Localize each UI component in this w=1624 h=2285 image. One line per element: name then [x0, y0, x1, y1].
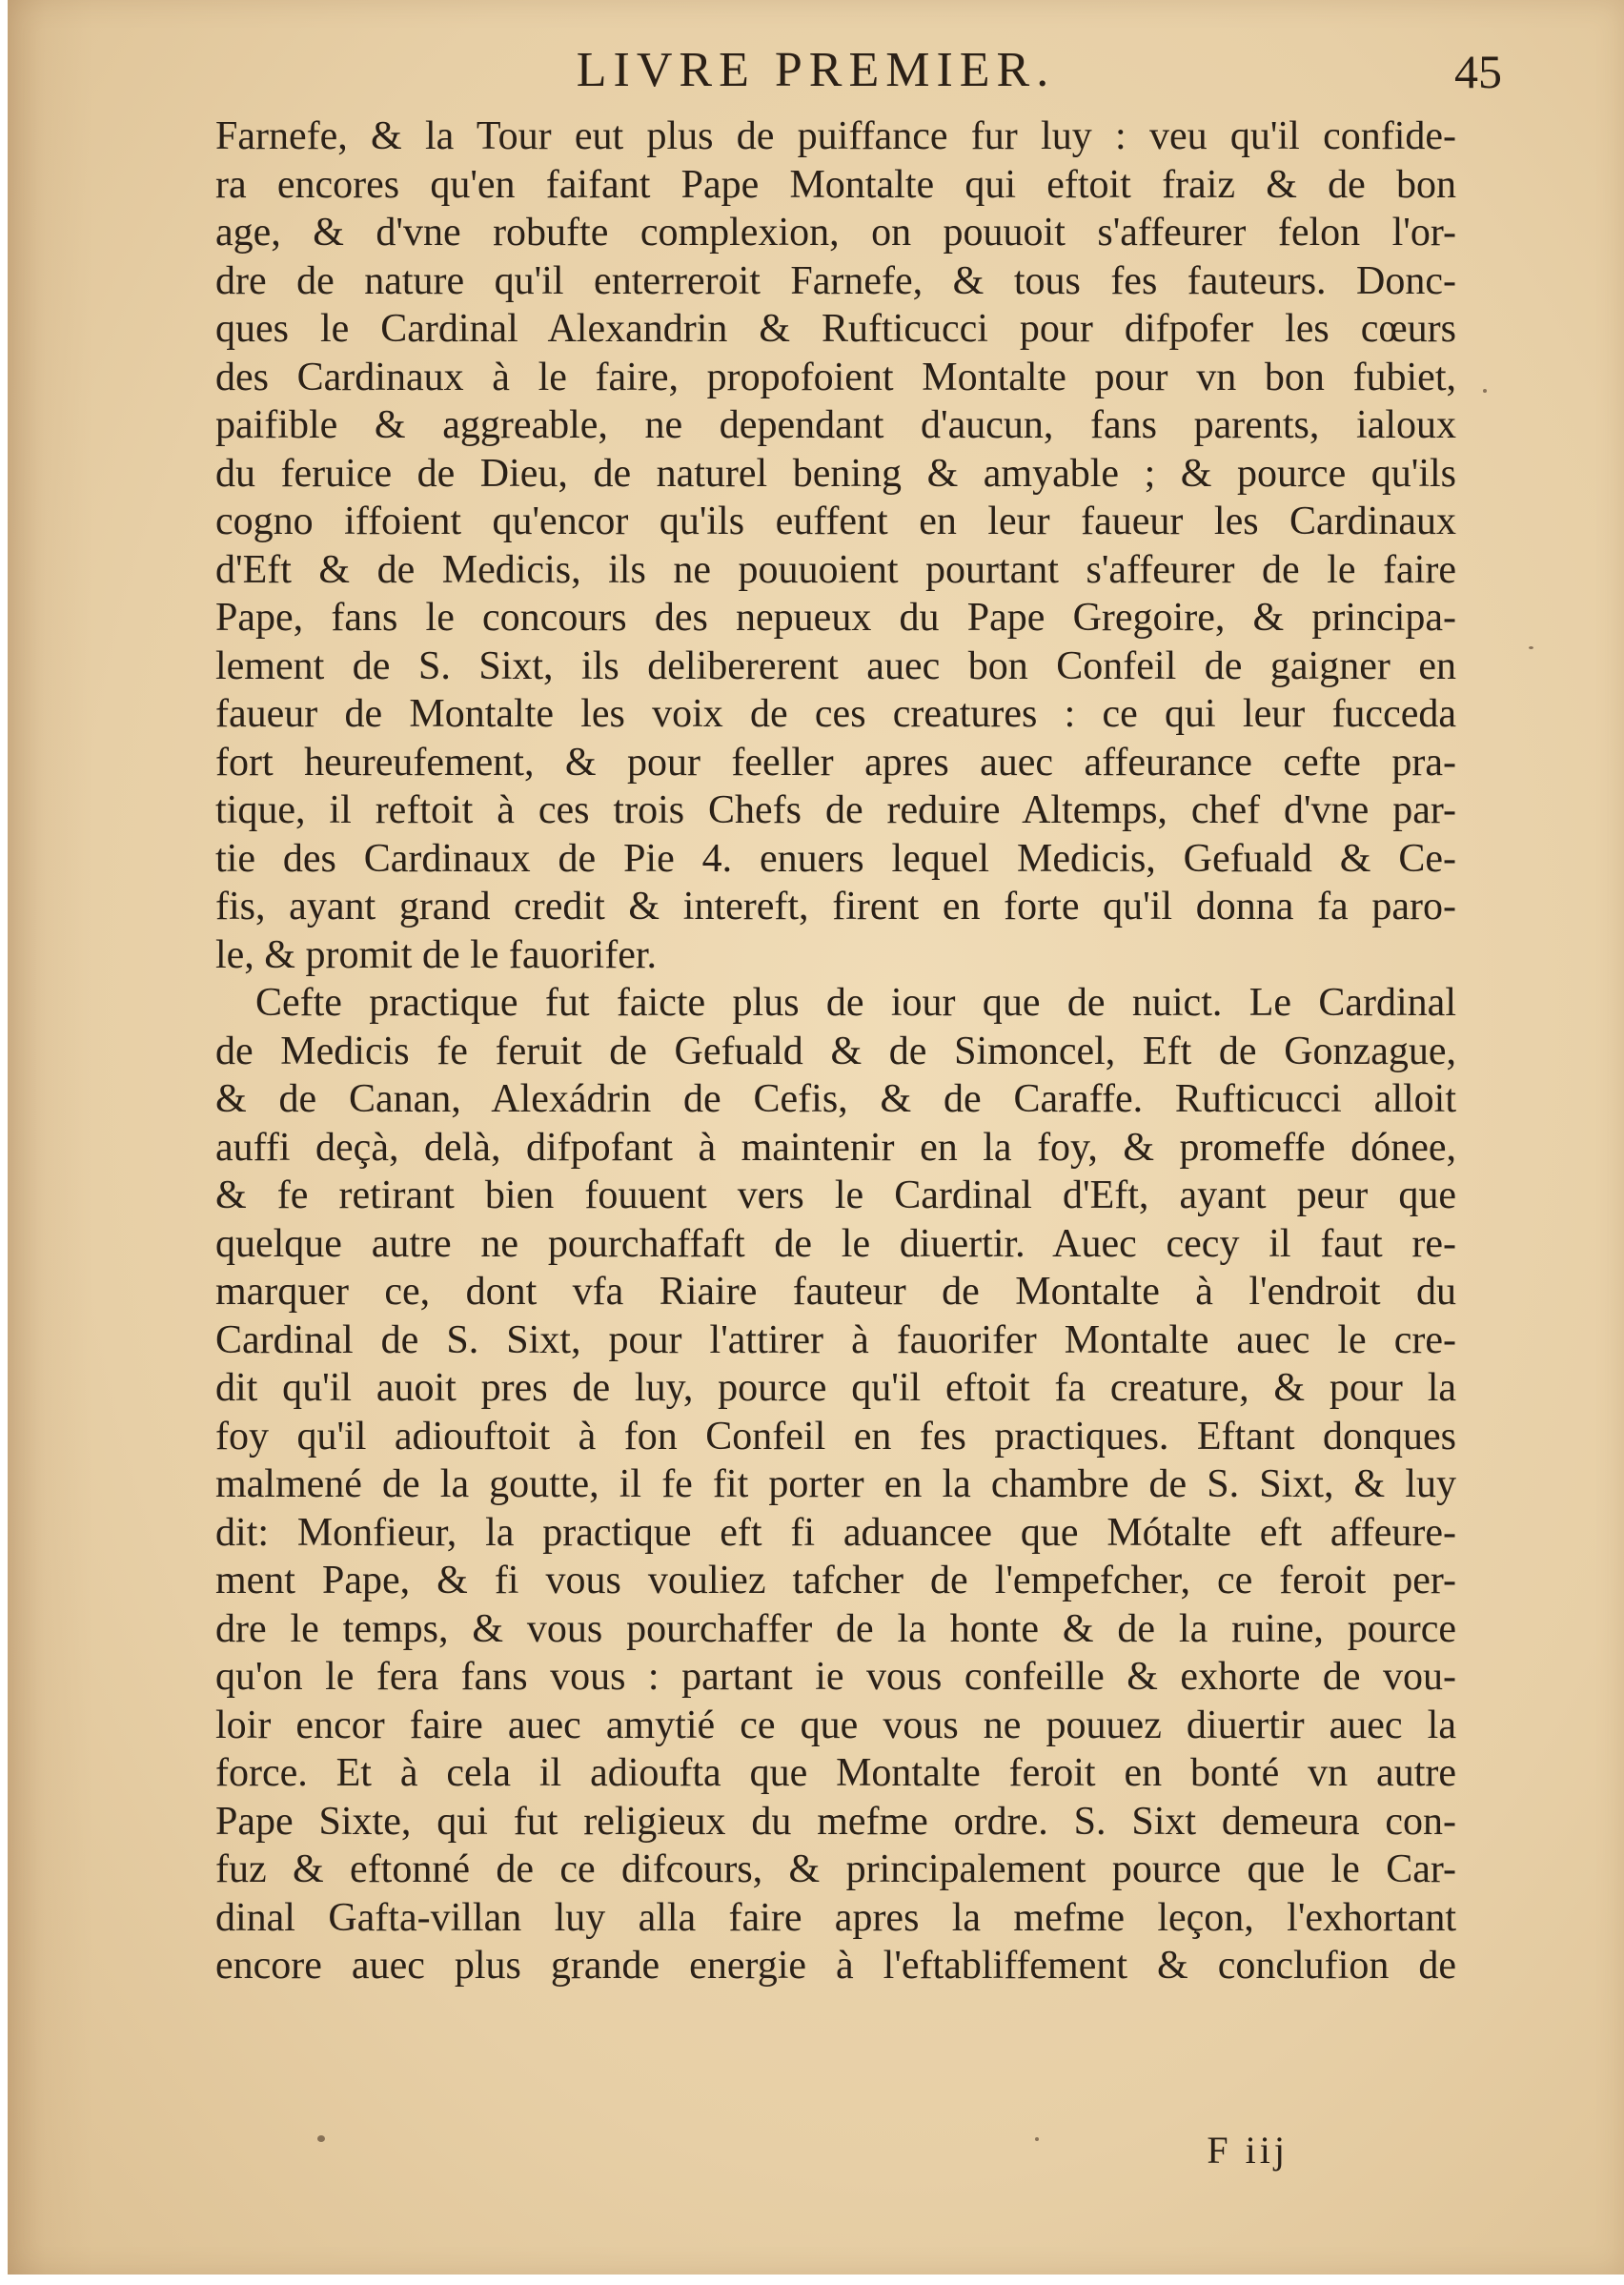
text-line: ment Pape, & fi vous vouliez tafcher de l'empefcher, ce feroit per-: [215, 1559, 1456, 1602]
page-number: 45: [1454, 45, 1502, 98]
text-line: Cefte practique fut faicte plus de iour que de nuict. Le Cardinal: [255, 981, 1456, 1025]
text-line: dre de nature qu'il enterreroit Farnefe, & tous fes fauteurs. Donc-: [215, 258, 1456, 303]
text-line: de Medicis fe feruit de Gefuald & de Simoncel, Eft de Gonzague,: [215, 1029, 1456, 1073]
text-line: malmené de la goutte, il fe fit porter en la chambre de S. Sixt, & luy: [215, 1462, 1456, 1506]
text-line: paifible & aggreable, ne dependant d'aucun, fans parents, ialoux: [215, 403, 1456, 447]
text-line: le, & promit de le fauorifer.: [215, 932, 658, 977]
text-line: dinal Gafta-villan luy alla faire apres la mefme leçon, l'exhortant: [215, 1895, 1456, 1940]
text-line: age, & d'vne robufte complexion, on pouuoit s'affeurer felon l'or-: [215, 211, 1456, 255]
text-line: & fe retirant bien fouuent vers le Cardinal d'Eft, ayant peur que: [215, 1173, 1456, 1217]
text-line: qu'on le fera fans vous : partant ie vous confeille & exhorte de vou-: [215, 1655, 1456, 1699]
text-line: lement de S. Sixt, ils delibererent auec bon Confeil de gaigner en: [215, 643, 1456, 688]
book-page: [8, 0, 1624, 2275]
running-title: LIVRE PREMIER.: [576, 43, 1056, 97]
text-line: Cardinal de S. Sixt, pour l'attirer à fauorifer Montalte auec le cre-: [215, 1317, 1456, 1362]
text-line: fis, ayant grand credit & intereft, firent en forte qu'il donna fa paro-: [215, 885, 1456, 928]
text-line: cogno iffoient qu'encor qu'ils euffent en leur faueur les Cardinaux: [215, 500, 1456, 543]
page-header: [8, 42, 1624, 99]
text-line: dit qu'il auoit pres de luy, pource qu'il eftoit fa creature, & pour la: [215, 1366, 1456, 1410]
paper-speck: [1483, 389, 1487, 393]
text-line: tique, il reftoit à ces trois Chefs de reduire Altemps, chef d'vne par-: [215, 788, 1456, 832]
text-line: force. Et à cela il adioufta que Montalte feroit en bonté vn autre: [215, 1751, 1456, 1795]
paper-speck: [1529, 646, 1533, 649]
text-line: Pape, fans le concours des nepueux du Pape Gregoire, & principa-: [215, 596, 1456, 640]
text-line: foy qu'il adiouftoit à fon Confeil en fes practiques. Eftant donques: [215, 1414, 1456, 1459]
text-line: Farnefe, & la Tour eut plus de puiffance fur luy : veu qu'il confide-: [215, 114, 1456, 158]
text-line: marquer ce, dont vfa Riaire fauteur de Montalte à l'endroit du: [215, 1270, 1456, 1314]
text-line: dit: Monfieur, la practique eft fi aduancee que Mótalte eft affeure-: [215, 1510, 1456, 1555]
text-line: ra encores qu'en faifant Pape Montalte qui eftoit fraiz & de bon: [215, 162, 1456, 207]
text-line: du feruice de Dieu, de naturel bening & amyable ; & pource qu'ils: [215, 451, 1456, 496]
text-line: fuz & eftonné de ce difcours, & principalement pource que le Car-: [215, 1847, 1456, 1891]
text-line: faueur de Montalte les voix de ces creatures : ce qui leur fucceda: [215, 692, 1456, 736]
text-line: fort heureufement, & pour feeller apres auec affeurance cefte pra-: [215, 740, 1456, 785]
text-line: loir encor faire auec amytié ce que vous ne pouuez diuertir auec la: [215, 1703, 1456, 1747]
text-line: auffi deçà, delà, difpofant à maintenir en la foy, & promeffe dónee,: [215, 1125, 1456, 1170]
text-line: tie des Cardinaux de Pie 4. enuers lequel Medicis, Gefuald & Ce-: [215, 836, 1456, 881]
paper-speck: [1035, 2137, 1039, 2141]
text-line: encore auec plus grande energie à l'eftabliffement & conclufion de: [215, 1944, 1456, 1988]
text-line: dre le temps, & vous pourchaffer de la honte & de la ruine, pource: [215, 1606, 1456, 1651]
text-line: d'Eft & de Medicis, ils ne pouuoient pourtant s'affeurer de le faire: [215, 547, 1456, 592]
text-line: Pape Sixte, qui fut religieux du mefme ordre. S. Sixt demeura con-: [215, 1799, 1456, 1844]
text-line: des Cardinaux à le faire, propofoient Montalte pour vn bon fubiet,: [215, 355, 1456, 399]
text-line: quelque autre ne pourchaffaft de le diuertir. Auec cecy il faut re-: [215, 1221, 1456, 1266]
text-line: & de Canan, Alexádrin de Cefis, & de Caraffe. Rufticucci alloit: [215, 1077, 1456, 1121]
text-line: ques le Cardinal Alexandrin & Rufticucci pour difpofer les cœurs: [215, 307, 1456, 351]
signature-mark: F iij: [1207, 2129, 1289, 2172]
text-body: [215, 112, 1456, 1990]
paper-speck: [317, 2135, 325, 2142]
